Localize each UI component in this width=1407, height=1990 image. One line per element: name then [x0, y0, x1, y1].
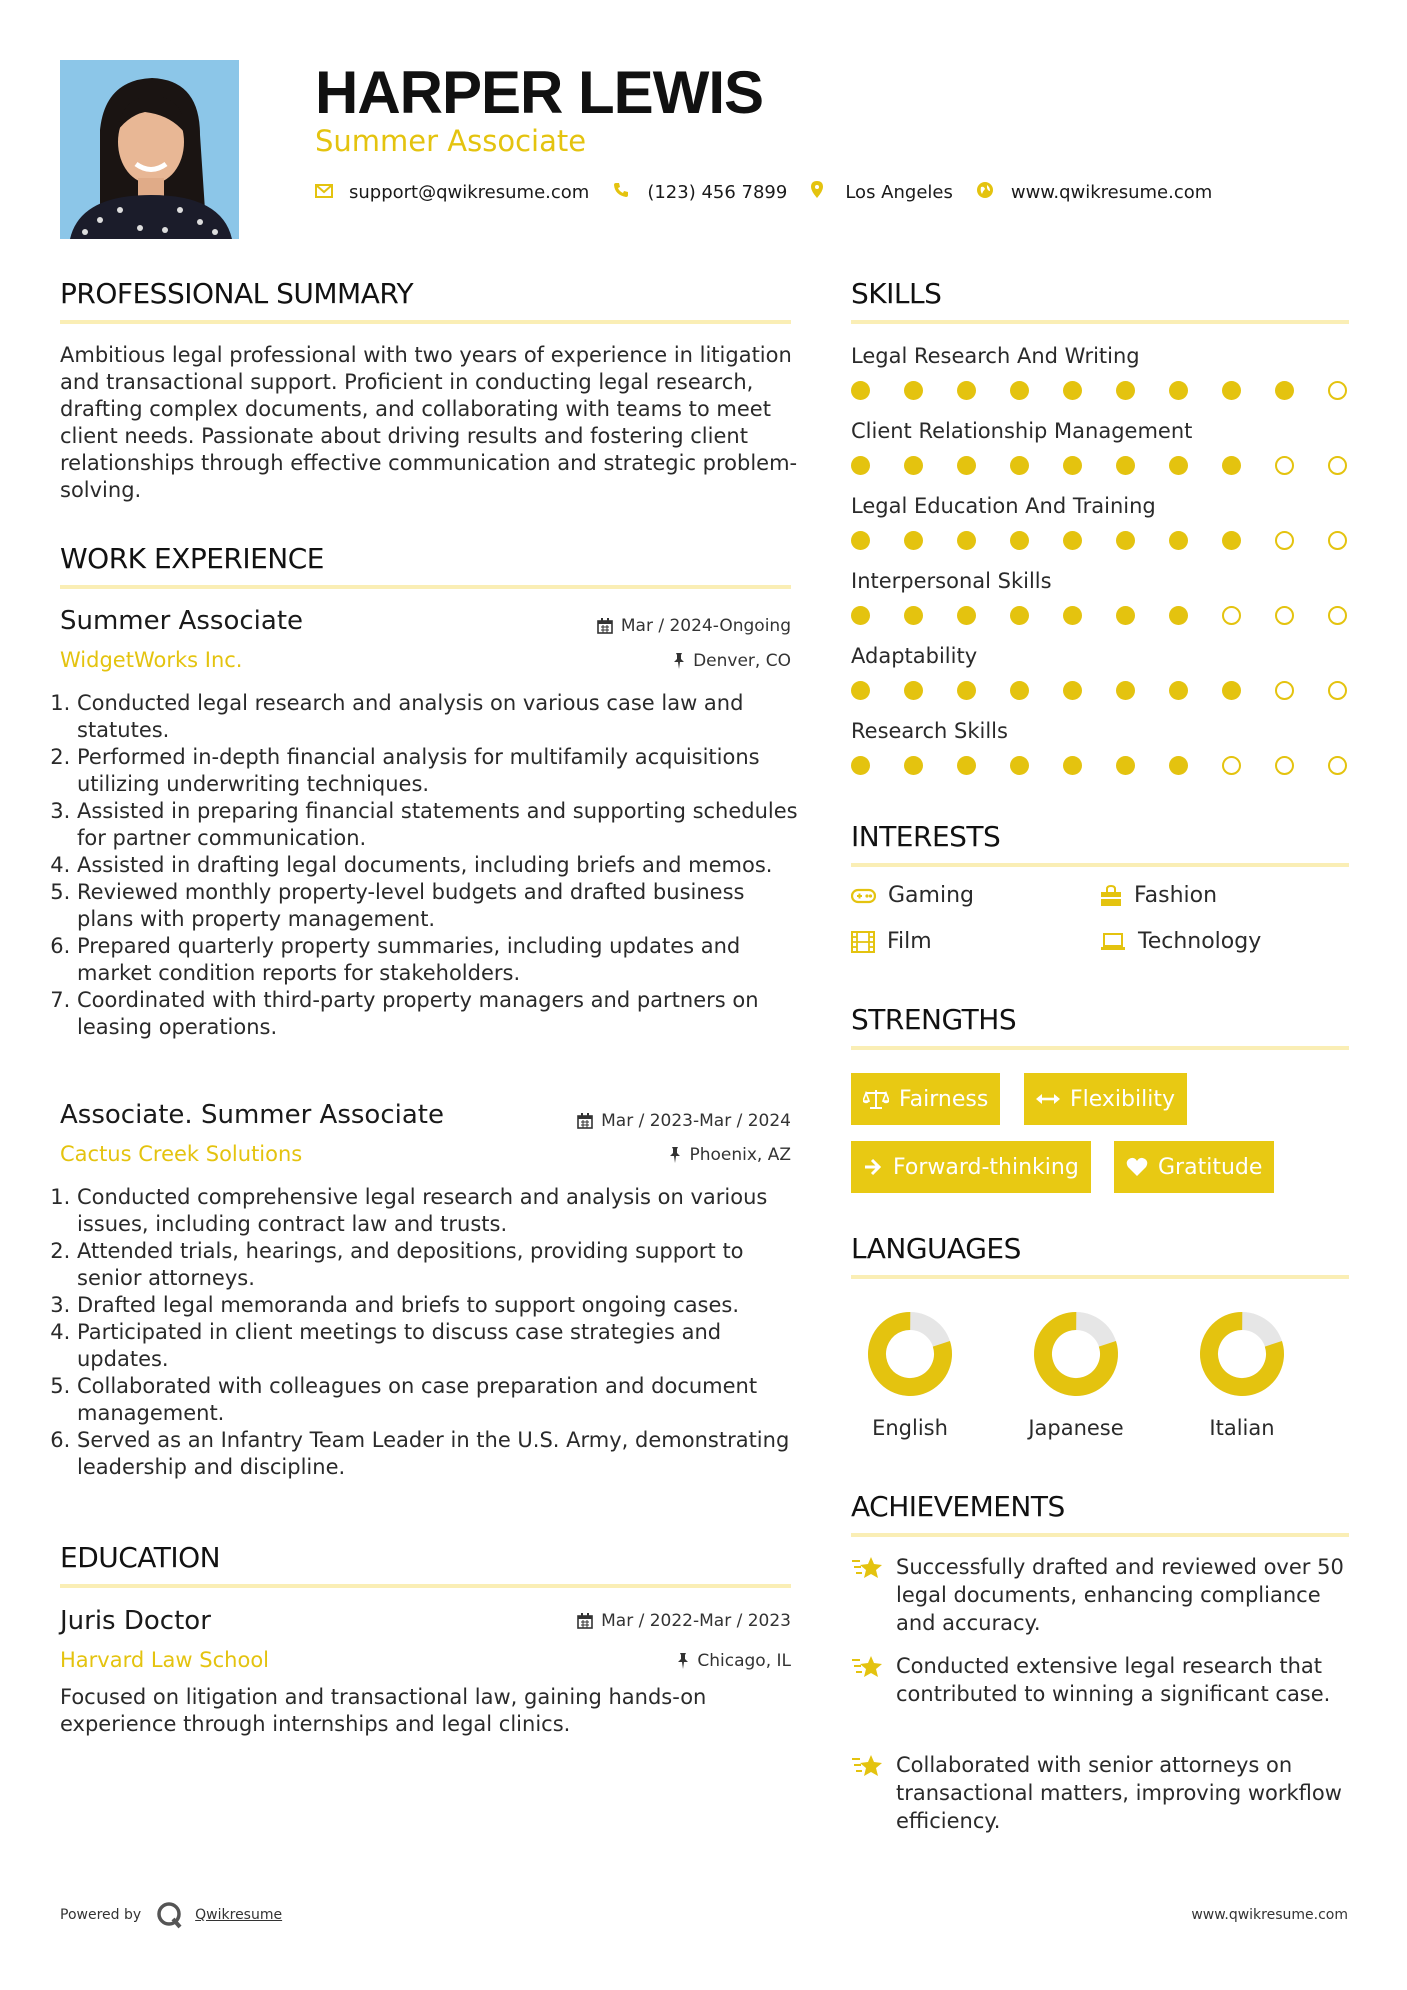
- empty-rating-dot: [1222, 606, 1241, 625]
- website-link[interactable]: www.qwikresume.com: [1010, 181, 1213, 203]
- empty-rating-dot: [1275, 531, 1294, 550]
- skill-rating: [851, 606, 1350, 628]
- skills-divider: [851, 320, 1349, 324]
- skills-heading: SKILLS: [851, 277, 942, 310]
- education-description: Focused on litigation and transactional law, gaining hands-on experience through internships and legal clinics.: [60, 1685, 707, 1736]
- skill-name: Legal Research And Writing: [851, 344, 1140, 368]
- skill-name: Adaptability: [851, 644, 978, 668]
- filled-rating-dot: [904, 681, 923, 700]
- empty-rating-dot: [1275, 606, 1294, 625]
- filled-rating-dot: [1116, 531, 1135, 550]
- list-item: 2. Attended trials, hearings, and depositions, providing support to senior attorneys.: [77, 1238, 800, 1292]
- interests-heading: INTERESTS: [851, 820, 1001, 853]
- strengths-heading: STRENGTHS: [851, 1003, 1017, 1036]
- job-date: Mar / 2024-Ongoing: [597, 616, 791, 636]
- achievement-item: Collaborated with senior attorneys on transactional matters, improving workflow efficiency.: [851, 1751, 1361, 1835]
- pushpin-icon: [669, 1147, 681, 1163]
- list-item: 1. Conducted comprehensive legal research and analysis on various issues, including contract law and trusts.: [77, 1184, 800, 1238]
- summary-divider: [60, 320, 791, 324]
- language-name: Japanese: [1028, 1416, 1124, 1440]
- skill-name: Interpersonal Skills: [851, 569, 1052, 593]
- qwikresume-logo-icon: [155, 1900, 185, 1930]
- language-proficiency-ring: [1199, 1311, 1285, 1397]
- filled-rating-dot: [904, 381, 923, 400]
- filled-rating-dot: [1010, 756, 1029, 775]
- calendar-icon: [577, 1613, 593, 1629]
- filled-rating-dot: [1169, 681, 1188, 700]
- empty-rating-dot: [1328, 606, 1347, 625]
- heart-icon: [1126, 1157, 1148, 1177]
- map-pin-icon: [811, 181, 831, 203]
- filled-rating-dot: [1010, 681, 1029, 700]
- company-name: WidgetWorks Inc.: [60, 648, 243, 672]
- shopping-bag-icon: [1100, 885, 1122, 907]
- filled-rating-dot: [1063, 456, 1082, 475]
- summary-heading: PROFESSIONAL SUMMARY: [60, 277, 414, 310]
- education-divider: [60, 1584, 791, 1588]
- list-item: 3. Drafted legal memoranda and briefs to support ongoing cases.: [77, 1292, 800, 1319]
- filled-rating-dot: [1116, 756, 1135, 775]
- empty-rating-dot: [1328, 381, 1347, 400]
- filled-rating-dot: [1169, 756, 1188, 775]
- filled-rating-dot: [957, 381, 976, 400]
- arrows-horizontal-icon: [1036, 1092, 1060, 1106]
- shooting-star-icon: [851, 1654, 883, 1680]
- candidate-role: Summer Associate: [315, 124, 587, 158]
- experience-heading: WORK EXPERIENCE: [60, 542, 324, 575]
- interest-item: Fashion: [1100, 883, 1217, 908]
- languages-divider: [851, 1275, 1349, 1279]
- pushpin-icon: [677, 1653, 689, 1669]
- achievements-heading: ACHIEVEMENTS: [851, 1490, 1065, 1523]
- skill-name: Legal Education And Training: [851, 494, 1156, 518]
- empty-rating-dot: [1275, 756, 1294, 775]
- contact-bar: [315, 178, 1236, 206]
- filled-rating-dot: [904, 756, 923, 775]
- balance-scale-icon: [863, 1088, 889, 1110]
- experience-divider: [60, 585, 791, 589]
- strengths-divider: [851, 1046, 1349, 1050]
- list-item: 4. Participated in client meetings to discuss case strategies and updates.: [77, 1319, 800, 1373]
- profile-photo: [60, 60, 239, 239]
- list-item: 3. Assisted in preparing financial statements and supporting schedules for partner communication.: [77, 798, 800, 852]
- filled-rating-dot: [1063, 681, 1082, 700]
- filled-rating-dot: [957, 456, 976, 475]
- filled-rating-dot: [957, 681, 976, 700]
- degree-title: Juris Doctor: [60, 1606, 211, 1636]
- skill-name: Client Relationship Management: [851, 419, 1193, 443]
- job-title: Summer Associate: [60, 606, 304, 636]
- filled-rating-dot: [1063, 531, 1082, 550]
- filled-rating-dot: [1275, 381, 1294, 400]
- filled-rating-dot: [1116, 606, 1135, 625]
- footer-website[interactable]: www.qwikresume.com: [1191, 1907, 1348, 1923]
- email-link[interactable]: support@qwikresume.com: [349, 181, 590, 203]
- filled-rating-dot: [1169, 606, 1188, 625]
- interests-divider: [851, 863, 1349, 867]
- skill-rating: [851, 756, 1350, 778]
- list-item: 5. Collaborated with colleagues on case preparation and document management.: [77, 1373, 800, 1427]
- language-proficiency-ring: [867, 1311, 953, 1397]
- job-date: Mar / 2023-Mar / 2024: [577, 1111, 791, 1131]
- brand-link[interactable]: Qwikresume: [195, 1907, 283, 1923]
- filled-rating-dot: [1169, 381, 1188, 400]
- calendar-icon: [597, 618, 613, 634]
- filled-rating-dot: [1222, 381, 1241, 400]
- filled-rating-dot: [1010, 531, 1029, 550]
- filled-rating-dot: [851, 756, 870, 775]
- achievements-divider: [851, 1533, 1349, 1537]
- list-item: 6. Served as an Infantry Team Leader in the U.S. Army, demonstrating leadership and discipline.: [77, 1427, 800, 1481]
- list-item: 6. Prepared quarterly property summaries, including updates and market condition reports for stakeholders.: [77, 933, 800, 987]
- globe-icon: [977, 182, 997, 203]
- filled-rating-dot: [957, 531, 976, 550]
- strength-badge: Flexibility: [1024, 1073, 1187, 1125]
- filled-rating-dot: [851, 606, 870, 625]
- interest-item: Technology: [1100, 929, 1261, 954]
- filled-rating-dot: [904, 456, 923, 475]
- filled-rating-dot: [1222, 681, 1241, 700]
- job-location: Denver, CO: [673, 651, 791, 671]
- filled-rating-dot: [1222, 456, 1241, 475]
- arrow-right-icon: [863, 1157, 883, 1177]
- skill-rating: [851, 456, 1350, 478]
- languages-heading: LANGUAGES: [851, 1232, 1021, 1265]
- phone-number: (123) 456 7899: [647, 181, 788, 203]
- shooting-star-icon: [851, 1555, 883, 1581]
- list-item: 2. Performed in-depth financial analysis for multifamily acquisitions utilizing underwriting techniques.: [77, 744, 800, 798]
- filled-rating-dot: [851, 531, 870, 550]
- filled-rating-dot: [1010, 381, 1029, 400]
- empty-rating-dot: [1222, 756, 1241, 775]
- empty-rating-dot: [1328, 531, 1347, 550]
- filled-rating-dot: [851, 381, 870, 400]
- location-text: Los Angeles: [845, 181, 953, 203]
- calendar-icon: [577, 1113, 593, 1129]
- footer-powered-by: Powered by Qwikresume: [60, 1900, 282, 1930]
- gamepad-icon: [851, 888, 876, 904]
- skill-rating: [851, 531, 1350, 553]
- strength-badge: Forward-thinking: [851, 1141, 1091, 1193]
- job-bullets: [60, 1184, 800, 1481]
- empty-rating-dot: [1328, 681, 1347, 700]
- list-item: 4. Assisted in drafting legal documents, including briefs and memos.: [77, 852, 800, 879]
- candidate-name: HARPER LEWIS: [315, 59, 764, 126]
- job-bullets: [60, 690, 800, 1041]
- interest-item: Gaming: [851, 883, 974, 908]
- filled-rating-dot: [1010, 606, 1029, 625]
- company-name: Cactus Creek Solutions: [60, 1142, 303, 1166]
- filled-rating-dot: [957, 606, 976, 625]
- empty-rating-dot: [1275, 456, 1294, 475]
- filled-rating-dot: [1010, 456, 1029, 475]
- empty-rating-dot: [1328, 756, 1347, 775]
- filled-rating-dot: [904, 606, 923, 625]
- list-item: 7. Coordinated with third-party property managers and partners on leasing operations.: [77, 987, 800, 1041]
- filled-rating-dot: [1116, 381, 1135, 400]
- language-proficiency-ring: [1033, 1311, 1119, 1397]
- skill-rating: [851, 381, 1350, 403]
- education-heading: EDUCATION: [60, 1541, 221, 1574]
- interest-item: Film: [851, 929, 932, 954]
- empty-rating-dot: [1328, 456, 1347, 475]
- filled-rating-dot: [1116, 456, 1135, 475]
- filled-rating-dot: [957, 756, 976, 775]
- achievement-item: Conducted extensive legal research that contributed to winning a significant case.: [851, 1652, 1361, 1708]
- list-item: 1. Conducted legal research and analysis on various case law and statutes.: [77, 690, 800, 744]
- filled-rating-dot: [1063, 756, 1082, 775]
- skill-name: Research Skills: [851, 719, 1008, 743]
- pushpin-icon: [673, 653, 685, 669]
- job-location: Phoenix, AZ: [669, 1145, 791, 1165]
- skill-rating: [851, 681, 1350, 703]
- laptop-icon: [1100, 933, 1126, 951]
- empty-rating-dot: [1275, 681, 1294, 700]
- filled-rating-dot: [1063, 606, 1082, 625]
- strength-badge: Gratitude: [1114, 1141, 1274, 1193]
- strength-badge: Fairness: [851, 1073, 1000, 1125]
- achievement-item: Successfully drafted and reviewed over 50 legal documents, enhancing compliance and accuracy.: [851, 1553, 1361, 1637]
- filled-rating-dot: [1116, 681, 1135, 700]
- school-name: Harvard Law School: [60, 1648, 269, 1672]
- language-name: English: [872, 1416, 948, 1440]
- list-item: 5. Reviewed monthly property-level budgets and drafted business plans with property management.: [77, 879, 800, 933]
- phone-icon: [613, 182, 633, 203]
- summary-text: Ambitious legal professional with two years of experience in litigation and transactional support. Proficient in conducting legal research, drafting complex documents, and collaborating with teams to meet client needs. Passionate about driving results and fostering client relationships through effective communication and strategic problem-solving.: [60, 343, 798, 502]
- language-name: Italian: [1209, 1416, 1275, 1440]
- envelope-icon: [315, 182, 335, 203]
- film-icon: [851, 931, 875, 953]
- filled-rating-dot: [851, 456, 870, 475]
- filled-rating-dot: [851, 681, 870, 700]
- filled-rating-dot: [1169, 456, 1188, 475]
- filled-rating-dot: [904, 531, 923, 550]
- filled-rating-dot: [1169, 531, 1188, 550]
- education-date: Mar / 2022-Mar / 2023: [577, 1611, 791, 1631]
- shooting-star-icon: [851, 1753, 883, 1779]
- education-location: Chicago, IL: [677, 1651, 791, 1671]
- filled-rating-dot: [1222, 531, 1241, 550]
- job-title: Associate. Summer Associate: [60, 1100, 444, 1130]
- filled-rating-dot: [1063, 381, 1082, 400]
